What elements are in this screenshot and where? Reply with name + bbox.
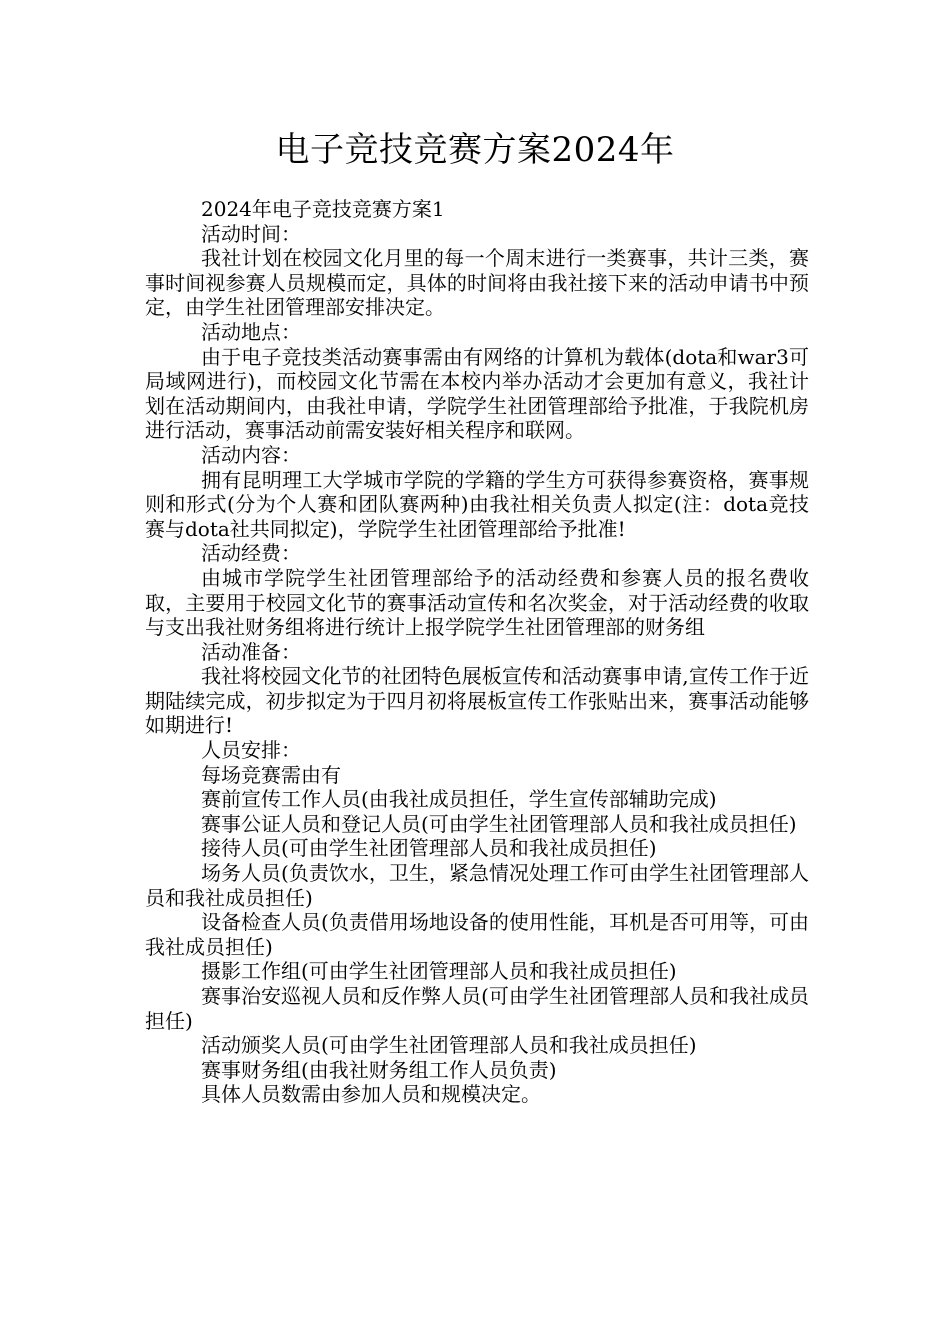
- heading-activity-location: 活动地点：: [201, 319, 301, 344]
- paragraph-subtitle: 2024年电子竞技竞赛方案1: [201, 197, 445, 221]
- paragraph-activity-preparation: 我社将校园文化节的社团特色展板宣传和活动赛事申请,宣传工作于近期陆续完成，初步拟定为于四月初将展板宣传工作张贴出来，赛事活动能够如期进行!: [145, 664, 809, 738]
- paragraph-activity-location: 由于电子竞技类活动赛事需由有网络的计算机为载体(dota和war3可局域网进行)，而校园文化节需在本校内举办活动才会更加有意义，我社计划在活动期间内，由我社申请，学院学生社团管理部给予批准，于我院机房进行活动，赛事活动前需安装好相关程序和联网。: [145, 344, 809, 443]
- list-item: 摄影工作组(可由学生社团管理部人员和我社成员担任): [201, 959, 677, 984]
- list-item: 活动颁奖人员(可由学生社团管理部人员和我社成员担任): [201, 1033, 697, 1058]
- document-title: 电子竞技竞赛方案2024年: [275, 130, 675, 170]
- document-body: [145, 197, 809, 1107]
- list-item: 赛事公证人员和登记人员(可由学生社团管理部人员和我社成员担任): [201, 811, 797, 836]
- list-item: 每场竞赛需由有: [201, 762, 341, 787]
- list-item: 赛前宣传工作人员(由我社成员担任，学生宣传部辅助完成): [201, 787, 717, 812]
- heading-activity-preparation: 活动准备：: [201, 639, 301, 664]
- list-item: 赛事治安巡视人员和反作弊人员(可由学生社团管理部人员和我社成员担任): [145, 984, 809, 1033]
- list-item: 场务人员(负责饮水，卫生，紧急情况处理工作可由学生社团管理部人员和我社成员担任): [145, 861, 809, 910]
- paragraph-activity-funds: 由城市学院学生社团管理部给予的活动经费和参赛人员的报名费收取，主要用于校园文化节的赛事活动宣传和名次奖金，对于活动经费的收取与支出我社财务组将进行统计上报学院学生社团管理部的财务组: [145, 565, 809, 640]
- list-item: 赛事财务组(由我社财务组工作人员负责): [201, 1057, 557, 1082]
- paragraph-closing: 具体人员数需由参加人员和规模决定。: [201, 1082, 541, 1107]
- heading-activity-content: 活动内容：: [201, 442, 301, 467]
- list-item: 接待人员(可由学生社团管理部人员和我社成员担任): [201, 836, 657, 861]
- heading-staff-arrangement: 人员安排：: [201, 738, 301, 763]
- paragraph-activity-content: 拥有昆明理工大学城市学院的学籍的学生方可获得参赛资格，赛事规则和形式(分为个人赛和团队赛两种)由我社相关负责人拟定(注：dota竞技赛与dota社共同拟定)，学院学生社团管理部给予批准!: [145, 467, 809, 541]
- paragraph-activity-time: 我社计划在校园文化月里的每一个周末进行一类赛事，共计三类，赛事时间视参赛人员规模而定，具体的时间将由我社接下来的活动申请书中预定，由学生社团管理部安排决定。: [145, 246, 809, 320]
- list-item: 设备检查人员(负责借用场地设备的使用性能，耳机是否可用等，可由我社成员担任): [145, 910, 809, 959]
- heading-activity-time: 活动时间：: [201, 221, 301, 246]
- heading-activity-funds: 活动经费：: [201, 541, 301, 566]
